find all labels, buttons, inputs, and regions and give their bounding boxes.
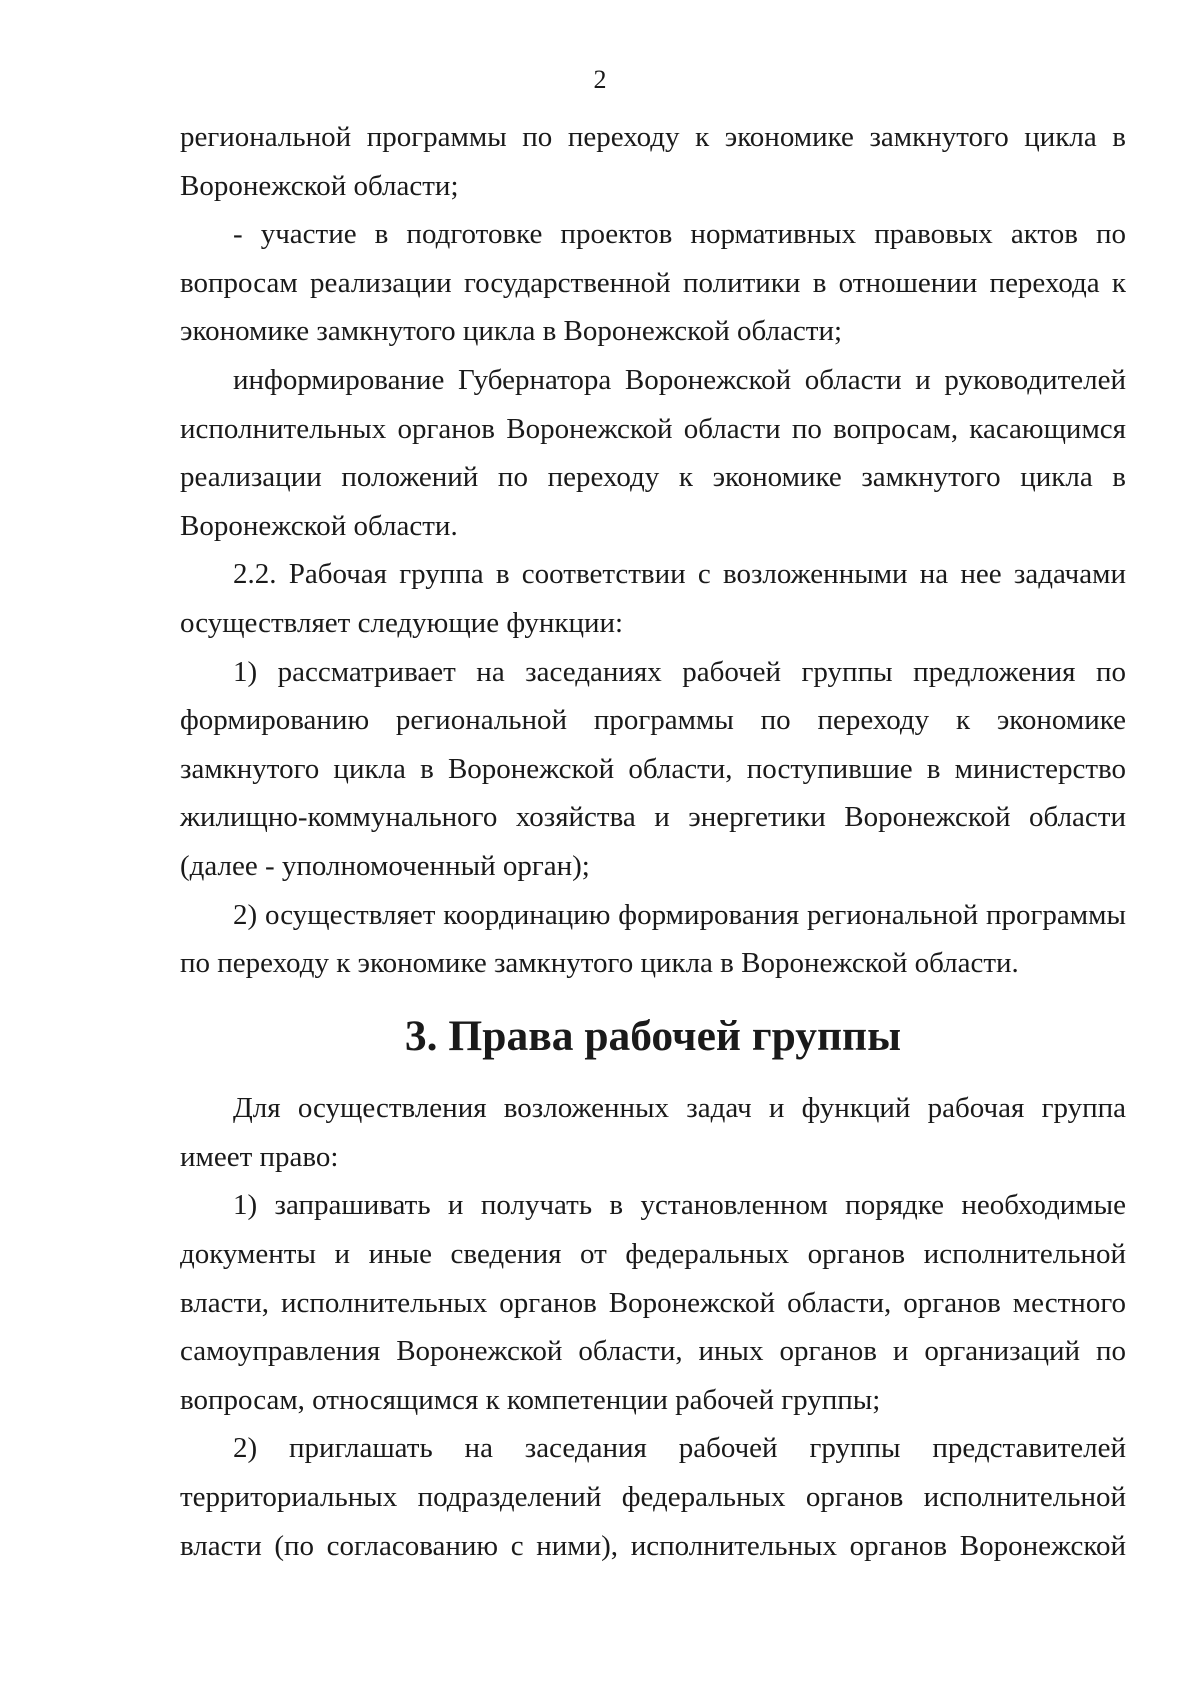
page-number: 2	[593, 65, 607, 94]
section-heading: 3. Права рабочей группы	[404, 1011, 902, 1060]
paragraph-functions-intro: 2.2. Рабочая группа в соответствии с возложенными на нее задачами осуществляет следующие функции:	[180, 558, 1126, 639]
paragraph-right-1: 1) запрашивать и получать в установленном порядке необходимые документы и иные сведения от федеральных органов исполнительной власти, исполнительных органов Воронежской области, органов местного самоуправления Воронежской области, иных органов и организаций по вопросам, относящимся к компетенции рабочей группы;	[180, 1189, 1126, 1416]
paragraph-continuation: региональной программы по переходу к экономике замкнутого цикла в Воронежской области;	[180, 121, 1126, 202]
paragraph-informing-governor: информирование Губернатора Воронежской области и руководителей исполнительных органов Воронежской области по вопросам, касающимся реализации положений по переходу к экономике замкнутого цикла в Воронежской области.	[180, 363, 1126, 542]
paragraph-function-2: 2) осуществляет координацию формирования региональной программы по переходу к экономике замкнутого цикла в Воронежской области.	[180, 898, 1126, 980]
document-body	[180, 113, 1126, 1570]
paragraph-function-1: 1) рассматривает на заседаниях рабочей группы предложения по формированию региональной программы по переходу к экономике замкнутого цикла в Воронежской области, поступившие в министерство жилищно-коммунального хозяйства и энергетики Воронежской области (далее - уполномоченный орган);	[180, 655, 1126, 882]
paragraph-right-2: 2) приглашать на заседания рабочей группы представителей территориальных подразделений федеральных органов исполнительной власти (по согласованию с ними), исполнительных органов Воронежской	[180, 1432, 1126, 1562]
paragraph-rights-intro: Для осуществления возложенных задач и функций рабочая группа имеет право:	[180, 1092, 1126, 1173]
paragraph-drafting-participation: - участие в подготовке проектов нормативных правовых актов по вопросам реализации государственной политики в отношении перехода к экономике замкнутого цикла в Воронежской области;	[180, 218, 1126, 348]
